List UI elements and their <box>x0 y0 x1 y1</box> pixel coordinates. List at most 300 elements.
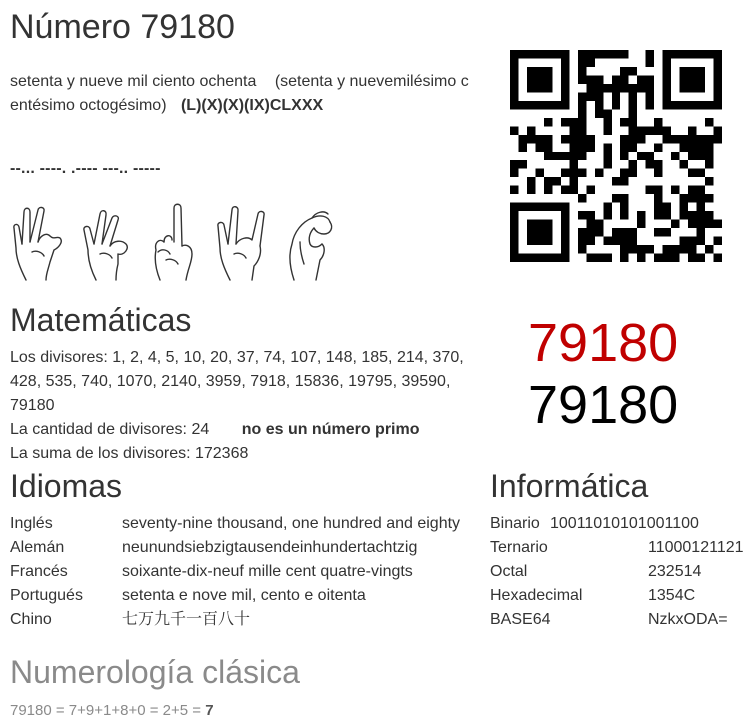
qr-module <box>663 245 671 253</box>
qr-module <box>620 84 628 92</box>
qr-module <box>620 50 628 58</box>
qr-module <box>578 135 586 143</box>
qr-module <box>646 75 654 83</box>
qr-module <box>527 84 535 92</box>
qr-module <box>629 135 637 143</box>
qr-module <box>510 160 518 168</box>
qr-module <box>680 211 688 219</box>
hand-sign-eight-icon <box>214 202 270 282</box>
qr-module <box>569 126 577 134</box>
qr-module <box>569 152 577 160</box>
qr-module <box>612 84 620 92</box>
qr-module <box>697 254 705 262</box>
numerology-heading: Numerología clásica <box>10 654 300 690</box>
qr-module <box>646 126 654 134</box>
qr-module <box>680 75 688 83</box>
qr-module <box>578 101 586 109</box>
qr-module <box>688 194 696 202</box>
qr-module <box>535 101 543 109</box>
qr-module <box>561 203 569 211</box>
info-name: Binario <box>490 515 540 532</box>
qr-module <box>629 143 637 151</box>
qr-module <box>535 143 543 151</box>
qr-module <box>603 126 611 134</box>
qr-module <box>561 220 569 228</box>
qr-module <box>527 186 535 194</box>
language-text: setenta e nove mil, cento e oitenta <box>122 587 366 604</box>
qr-module <box>697 220 705 228</box>
hand-sign-one-icon <box>146 202 202 282</box>
qr-module <box>697 211 705 219</box>
qr-module <box>688 126 696 134</box>
qr-module <box>637 211 645 219</box>
qr-module <box>714 67 722 75</box>
qr-module <box>578 126 586 134</box>
language-row-french <box>10 560 460 584</box>
divisor-sum-label: La suma de los divisores: <box>10 445 191 462</box>
qr-module <box>697 67 705 75</box>
qr-module <box>705 143 713 151</box>
qr-module <box>578 237 586 245</box>
qr-module <box>620 245 628 253</box>
qr-module <box>544 254 552 262</box>
qr-module <box>654 186 662 194</box>
qr-module <box>697 228 705 236</box>
qr-module <box>535 228 543 236</box>
qr-module <box>671 135 679 143</box>
qr-module <box>595 228 603 236</box>
qr-module <box>510 237 518 245</box>
qr-module <box>714 84 722 92</box>
qr-module <box>620 143 628 151</box>
qr-module <box>603 84 611 92</box>
qr-module <box>680 67 688 75</box>
qr-module <box>620 75 628 83</box>
qr-module <box>586 237 594 245</box>
numerology-equation <box>10 702 214 719</box>
qr-module <box>646 58 654 66</box>
qr-module <box>586 186 594 194</box>
qr-module <box>552 50 560 58</box>
qr-module <box>510 220 518 228</box>
qr-module <box>663 254 671 262</box>
qr-module <box>637 254 645 262</box>
qr-module <box>637 84 645 92</box>
qr-module <box>688 169 696 177</box>
qr-module <box>544 152 552 160</box>
qr-module <box>697 101 705 109</box>
qr-module <box>637 245 645 253</box>
qr-module <box>561 58 569 66</box>
qr-module <box>535 135 543 143</box>
qr-module <box>629 169 637 177</box>
qr-module <box>697 135 705 143</box>
qr-module <box>561 254 569 262</box>
qr-module <box>586 92 594 100</box>
qr-module <box>586 75 594 83</box>
qr-module <box>535 67 543 75</box>
qr-module <box>688 152 696 160</box>
qr-module <box>544 220 552 228</box>
info-value: 10011010101001100 <box>550 515 699 532</box>
qr-module <box>544 67 552 75</box>
qr-module <box>603 109 611 117</box>
info-value: 11000121121 <box>648 539 744 556</box>
qr-module <box>697 50 705 58</box>
language-row-portuguese <box>10 584 460 608</box>
qr-module <box>603 152 611 160</box>
qr-module <box>535 50 543 58</box>
prime-status: no es un número primo <box>241 421 420 438</box>
qr-module <box>510 101 518 109</box>
qr-module <box>671 245 679 253</box>
qr-module <box>586 84 594 92</box>
qr-module <box>654 203 662 211</box>
qr-module <box>637 152 645 160</box>
qr-module <box>663 135 671 143</box>
qr-module <box>646 92 654 100</box>
qr-module <box>680 245 688 253</box>
qr-module <box>578 109 586 117</box>
divisor-count: 24 <box>191 421 210 438</box>
qr-module <box>527 254 535 262</box>
language-row-english <box>10 512 460 536</box>
qr-module <box>697 203 705 211</box>
language-name: Chino <box>10 611 52 628</box>
language-row-german <box>10 536 460 560</box>
qr-module <box>697 186 705 194</box>
qr-module <box>544 237 552 245</box>
qr-module <box>680 203 688 211</box>
qr-module <box>603 50 611 58</box>
qr-module <box>688 186 696 194</box>
qr-module <box>586 58 594 66</box>
qr-module <box>629 237 637 245</box>
info-row-hexadecimal <box>490 584 744 608</box>
qr-module <box>595 220 603 228</box>
qr-module <box>569 143 577 151</box>
qr-module <box>663 67 671 75</box>
qr-module <box>620 152 628 160</box>
qr-module <box>527 75 535 83</box>
qr-module <box>654 118 662 126</box>
qr-module <box>654 169 662 177</box>
qr-module <box>671 186 679 194</box>
qr-module <box>612 50 620 58</box>
language-text: seventy-nine thousand, one hundred and eighty <box>122 515 461 532</box>
qr-module <box>578 58 586 66</box>
qr-module <box>620 194 628 202</box>
numerology-sum: 79180 = 7+9+1+8+0 = 2+5 = <box>10 702 206 719</box>
qr-module <box>544 203 552 211</box>
qr-module <box>527 67 535 75</box>
qr-module <box>646 245 654 253</box>
qr-module <box>714 58 722 66</box>
qr-module <box>510 84 518 92</box>
qr-module <box>510 75 518 83</box>
qr-module <box>561 152 569 160</box>
info-name: Hexadecimal <box>490 587 583 604</box>
qr-module <box>671 220 679 228</box>
qr-module <box>612 194 620 202</box>
qr-module <box>654 126 662 134</box>
qr-module <box>654 211 662 219</box>
qr-module <box>680 194 688 202</box>
language-name: Inglés <box>10 515 53 532</box>
qr-module <box>578 211 586 219</box>
languages-table <box>10 512 460 632</box>
qr-module <box>561 186 569 194</box>
number-in-words <box>10 70 476 118</box>
info-name: Ternario <box>490 539 548 556</box>
qr-module <box>612 177 620 185</box>
qr-module <box>561 101 569 109</box>
qr-module <box>620 67 628 75</box>
info-row-octal <box>490 560 744 584</box>
qr-module <box>544 186 552 194</box>
qr-module <box>595 254 603 262</box>
qr-module <box>544 143 552 151</box>
qr-module <box>654 160 662 168</box>
qr-module <box>578 228 586 236</box>
qr-module <box>629 118 637 126</box>
divisor-count-line <box>10 418 476 442</box>
qr-module <box>595 92 603 100</box>
language-name: Alemán <box>10 539 65 556</box>
qr-module <box>612 92 620 100</box>
numerology-result: 7 <box>205 702 214 719</box>
qr-module <box>552 101 560 109</box>
qr-module <box>510 211 518 219</box>
qr-module <box>561 67 569 75</box>
info-value: NzkxODA= <box>648 611 728 628</box>
qr-module <box>680 160 688 168</box>
qr-module <box>680 101 688 109</box>
qr-module <box>620 237 628 245</box>
qr-module <box>561 118 569 126</box>
qr-module <box>578 92 586 100</box>
qr-module <box>654 194 662 202</box>
qr-module <box>714 92 722 100</box>
qr-module <box>663 203 671 211</box>
qr-module <box>697 194 705 202</box>
qr-module <box>552 177 560 185</box>
page-title: Número 79180 <box>10 8 235 46</box>
math-heading: Matemáticas <box>10 302 192 338</box>
qr-module <box>510 254 518 262</box>
qr-module <box>612 101 620 109</box>
divisor-sum: 172368 <box>194 445 249 462</box>
qr-module <box>586 228 594 236</box>
info-value: 1354C <box>648 587 696 604</box>
qr-module <box>663 211 671 219</box>
qr-module <box>646 160 654 168</box>
qr-module <box>535 237 543 245</box>
qr-module <box>518 203 526 211</box>
qr-module <box>671 50 679 58</box>
hand-sign-seven-icon <box>10 202 66 282</box>
qr-module <box>603 118 611 126</box>
divisors-list: 1, 2, 4, 5, 10, 20, 37, 74, 107, 148, 185, 214, 370, 428, 535, 740, 1070, 2140, 3959, 7918, 15836, 19795, 39590, 79180 <box>10 349 464 414</box>
qr-module <box>637 220 645 228</box>
info-row-binary <box>490 512 744 536</box>
qr-module <box>544 177 552 185</box>
qr-module <box>671 101 679 109</box>
qr-module <box>705 160 713 168</box>
informatics-table <box>490 512 744 632</box>
language-name: Portugués <box>10 587 83 604</box>
qr-module <box>578 194 586 202</box>
qr-module <box>629 126 637 134</box>
qr-module <box>671 254 679 262</box>
qr-module <box>578 67 586 75</box>
qr-module <box>680 135 688 143</box>
qr-module <box>663 58 671 66</box>
qr-module <box>637 135 645 143</box>
qr-module <box>688 211 696 219</box>
qr-module <box>697 152 705 160</box>
qr-module <box>714 135 722 143</box>
hand-sign-nine-icon <box>78 202 134 282</box>
qr-module <box>595 84 603 92</box>
qr-module <box>714 101 722 109</box>
qr-module <box>629 109 637 117</box>
qr-module <box>705 135 713 143</box>
qr-module <box>578 50 586 58</box>
qr-module <box>535 75 543 83</box>
informatics-heading: Informática <box>490 468 649 504</box>
qr-module <box>578 118 586 126</box>
info-name: BASE64 <box>490 611 551 628</box>
qr-module <box>620 211 628 219</box>
qr-module <box>527 126 535 134</box>
sign-language-hands <box>10 202 338 282</box>
qr-module <box>680 84 688 92</box>
qr-module <box>629 84 637 92</box>
qr-module <box>688 67 696 75</box>
qr-module <box>680 237 688 245</box>
qr-module <box>688 75 696 83</box>
qr-module <box>637 126 645 134</box>
qr-module <box>544 75 552 83</box>
qr-module <box>561 50 569 58</box>
qr-module <box>544 50 552 58</box>
qr-module <box>518 254 526 262</box>
qr-module <box>578 143 586 151</box>
number-display-red: 79180 <box>528 313 679 373</box>
qr-module <box>510 50 518 58</box>
qr-module <box>620 177 628 185</box>
qr-module <box>612 228 620 236</box>
qr-module <box>527 228 535 236</box>
qr-module <box>654 228 662 236</box>
qr-module <box>586 50 594 58</box>
qr-module <box>705 118 713 126</box>
qr-module <box>569 186 577 194</box>
qr-module <box>705 245 713 253</box>
qr-module <box>510 67 518 75</box>
qr-module <box>569 160 577 168</box>
qr-module <box>663 126 671 134</box>
qr-module <box>654 254 662 262</box>
qr-module <box>561 237 569 245</box>
qr-module <box>714 75 722 83</box>
qr-module <box>510 203 518 211</box>
qr-module <box>629 245 637 253</box>
qr-module <box>561 92 569 100</box>
info-row-ternary <box>490 536 744 560</box>
info-name: Octal <box>490 563 528 580</box>
qr-module <box>544 228 552 236</box>
qr-module <box>663 50 671 58</box>
language-row-chinese <box>10 608 460 632</box>
qr-module <box>510 92 518 100</box>
qr-module <box>688 245 696 253</box>
qr-module <box>510 245 518 253</box>
qr-module <box>612 237 620 245</box>
number-display-black: 79180 <box>528 375 679 435</box>
qr-module <box>586 135 594 143</box>
qr-module <box>586 143 594 151</box>
qr-module <box>620 135 628 143</box>
ordinal-text: (setenta y nuevemilésimo centésimo octogésimo) <box>10 73 469 114</box>
qr-module <box>561 245 569 253</box>
qr-module <box>518 160 526 168</box>
qr-module <box>595 101 603 109</box>
qr-module <box>697 143 705 151</box>
qr-module <box>688 220 696 228</box>
qr-module <box>552 254 560 262</box>
qr-module <box>561 169 569 177</box>
qr-module <box>510 169 518 177</box>
qr-module <box>714 254 722 262</box>
qr-module <box>680 50 688 58</box>
qr-module <box>510 58 518 66</box>
qr-module <box>714 50 722 58</box>
qr-module <box>620 169 628 177</box>
qr-module <box>561 135 569 143</box>
qr-module <box>688 84 696 92</box>
qr-module <box>578 152 586 160</box>
language-text: soixante-dix-neuf mille cent quatre-vingts <box>122 563 413 580</box>
qr-module <box>510 228 518 236</box>
qr-code <box>510 50 722 262</box>
qr-module <box>569 118 577 126</box>
divisors-label: Los divisores: <box>10 349 108 366</box>
language-text: 七万九千一百八十 <box>122 611 251 628</box>
qr-module <box>603 143 611 151</box>
qr-module <box>527 203 535 211</box>
qr-module <box>620 228 628 236</box>
qr-module <box>586 211 594 219</box>
qr-module <box>535 203 543 211</box>
qr-module <box>646 84 654 92</box>
qr-module <box>705 50 713 58</box>
qr-module <box>629 160 637 168</box>
qr-module <box>620 203 628 211</box>
qr-module <box>561 228 569 236</box>
qr-module <box>603 211 611 219</box>
qr-module <box>688 254 696 262</box>
qr-module <box>603 160 611 168</box>
roman-numeral: (L)(X)(X)(IX)CLXXX <box>180 97 324 114</box>
qr-module <box>629 92 637 100</box>
qr-module <box>544 118 552 126</box>
qr-module <box>714 126 722 134</box>
cardinal-text: setenta y nueve mil ciento ochenta <box>10 73 257 90</box>
qr-module <box>586 220 594 228</box>
qr-module <box>561 211 569 219</box>
